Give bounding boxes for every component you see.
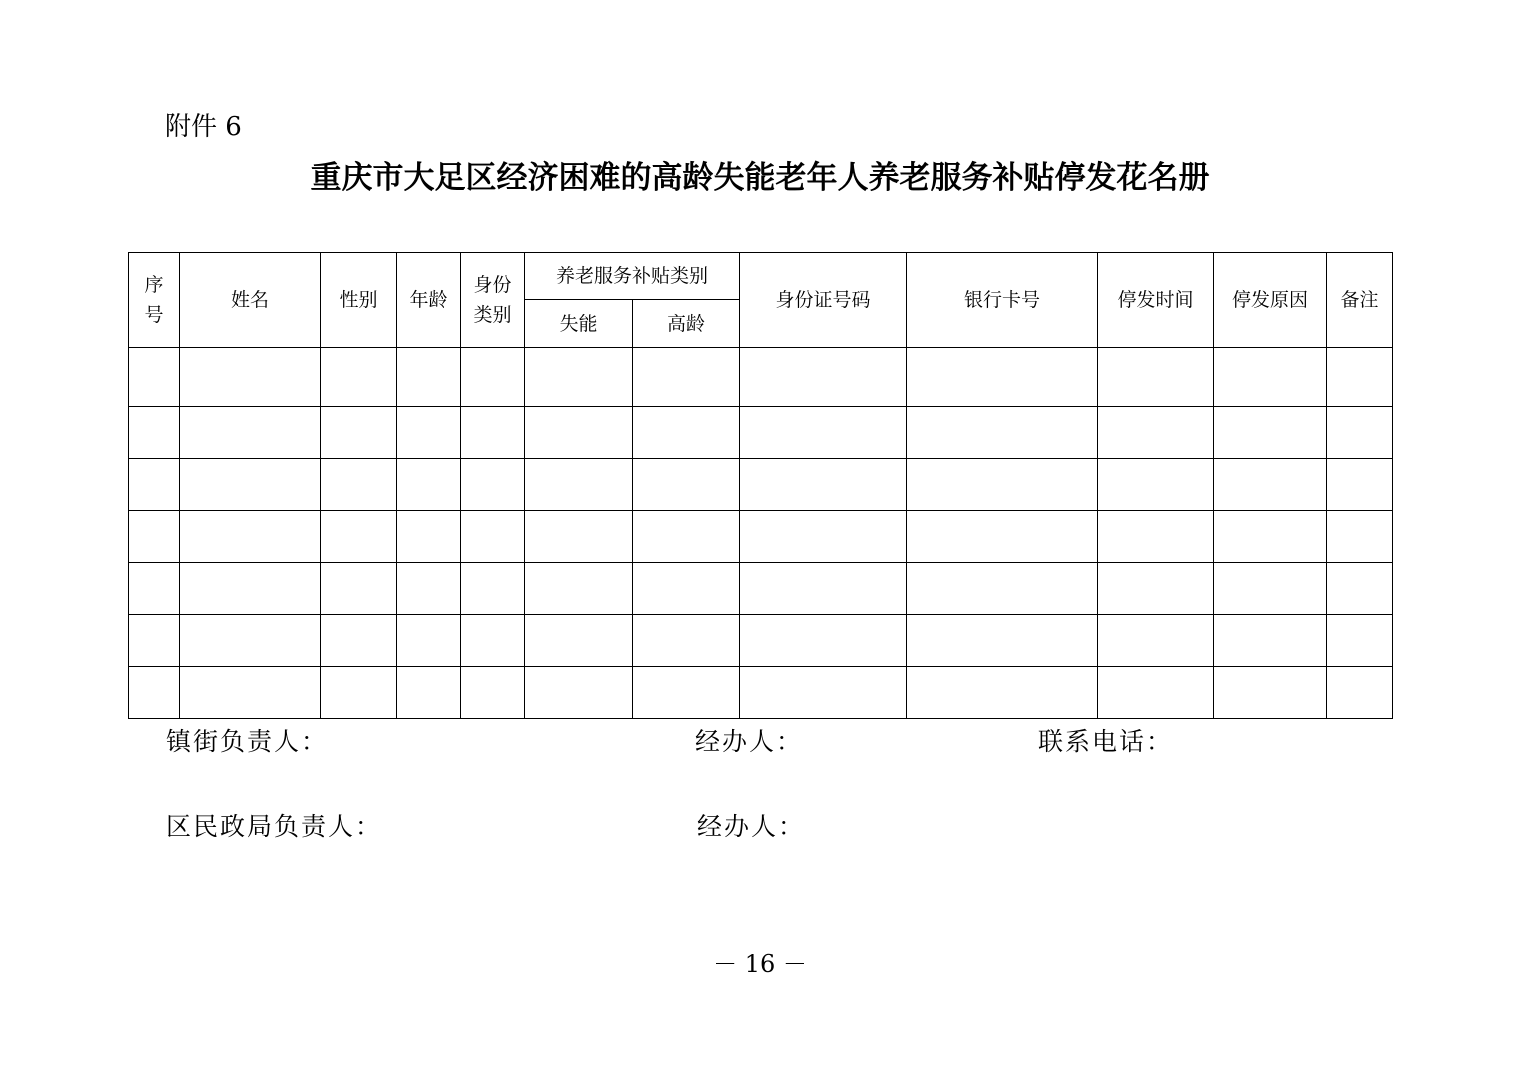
header-identity-line2: 类别 [473, 304, 512, 326]
table-cell [1327, 348, 1393, 407]
table-cell [525, 459, 633, 511]
header-identity-category [461, 253, 525, 348]
table-cell [1214, 563, 1327, 615]
table-cell [525, 615, 633, 667]
table-cell [1327, 615, 1393, 667]
table-cell [1098, 407, 1214, 459]
attachment-label: 附件 6 [165, 112, 242, 142]
header-elderly: 高龄 [633, 300, 740, 348]
table-cell [1214, 615, 1327, 667]
table-cell [397, 348, 461, 407]
table-cell [321, 667, 397, 719]
table-row [129, 563, 1393, 615]
roster-body [129, 348, 1393, 719]
table-cell [397, 459, 461, 511]
contact-phone-label: 联系电话： [1038, 727, 1174, 756]
table-cell [397, 667, 461, 719]
table-cell [1098, 615, 1214, 667]
table-cell [321, 407, 397, 459]
suspension-roster-table [128, 252, 1393, 719]
table-cell [1098, 511, 1214, 563]
header-stop-time: 停发时间 [1098, 253, 1214, 348]
table-cell [907, 348, 1098, 407]
table-cell [461, 348, 525, 407]
header-name: 姓名 [180, 253, 321, 348]
table-cell [1098, 563, 1214, 615]
table-cell [740, 407, 907, 459]
table-cell [907, 511, 1098, 563]
table-cell [525, 407, 633, 459]
header-remarks: 备注 [1327, 253, 1393, 348]
handler-label-1: 经办人： [695, 727, 804, 756]
header-gender: 性别 [321, 253, 397, 348]
table-cell [397, 563, 461, 615]
table-cell [321, 348, 397, 407]
table-cell [525, 563, 633, 615]
table-cell [129, 667, 180, 719]
table-cell [180, 615, 321, 667]
table-cell [129, 348, 180, 407]
table-cell [321, 563, 397, 615]
table-cell [907, 667, 1098, 719]
header-identity-line1: 身份 [473, 274, 512, 296]
header-disabled: 失能 [525, 300, 633, 348]
table-cell [740, 563, 907, 615]
table-cell [397, 615, 461, 667]
table-cell [461, 459, 525, 511]
table-cell [180, 563, 321, 615]
table-cell [129, 407, 180, 459]
table-cell [740, 348, 907, 407]
table-cell [180, 348, 321, 407]
table-cell [1214, 348, 1327, 407]
table-cell [397, 511, 461, 563]
table-cell [740, 511, 907, 563]
table-cell [1214, 407, 1327, 459]
table-cell [1327, 667, 1393, 719]
table-cell [1098, 667, 1214, 719]
table-row [129, 407, 1393, 459]
table-cell [461, 407, 525, 459]
town-head-label: 镇街负责人： [166, 727, 329, 756]
table-cell [321, 459, 397, 511]
table-cell [1327, 563, 1393, 615]
header-id-number: 身份证号码 [740, 253, 907, 348]
table-cell [180, 407, 321, 459]
table-cell [633, 667, 740, 719]
table-cell [633, 459, 740, 511]
table-cell [907, 407, 1098, 459]
table-cell [740, 459, 907, 511]
table-cell [1214, 511, 1327, 563]
table-cell [180, 667, 321, 719]
table-cell [740, 615, 907, 667]
table-cell [1327, 459, 1393, 511]
table-cell [1098, 459, 1214, 511]
table-cell [525, 667, 633, 719]
header-age: 年龄 [397, 253, 461, 348]
header-seq-line2: 号 [144, 304, 164, 326]
table-cell [633, 511, 740, 563]
table-cell [461, 615, 525, 667]
table-row [129, 459, 1393, 511]
table-cell [740, 667, 907, 719]
table-cell [129, 615, 180, 667]
table-cell [461, 563, 525, 615]
table-cell [907, 459, 1098, 511]
table-cell [633, 615, 740, 667]
header-seq [129, 253, 180, 348]
table-row [129, 348, 1393, 407]
table-cell [633, 407, 740, 459]
table-cell [129, 459, 180, 511]
table-cell [321, 615, 397, 667]
table-cell [1327, 511, 1393, 563]
table-cell [129, 563, 180, 615]
header-subsidy-type: 养老服务补贴类别 [525, 253, 740, 300]
table-row [129, 615, 1393, 667]
handler-label-2: 经办人： [697, 812, 806, 841]
table-cell [321, 511, 397, 563]
table-cell [180, 459, 321, 511]
table-cell [397, 407, 461, 459]
table-cell [1327, 407, 1393, 459]
header-bank-card: 银行卡号 [907, 253, 1098, 348]
page-number: － 16 － [713, 950, 807, 978]
table-cell [633, 348, 740, 407]
table-cell [907, 615, 1098, 667]
table-row [129, 511, 1393, 563]
header-seq-line1: 序 [144, 274, 164, 296]
table-cell [525, 348, 633, 407]
header-stop-reason: 停发原因 [1214, 253, 1327, 348]
table-cell [461, 511, 525, 563]
table-cell [1214, 459, 1327, 511]
table-cell [180, 511, 321, 563]
table-row [129, 667, 1393, 719]
table-cell [461, 667, 525, 719]
document-title: 重庆市大足区经济困难的高龄失能老年人养老服务补贴停发花名册 [310, 160, 1210, 196]
table-cell [525, 511, 633, 563]
bureau-head-label: 区民政局负责人： [166, 812, 383, 841]
table-cell [907, 563, 1098, 615]
table-cell [633, 563, 740, 615]
table-cell [129, 511, 180, 563]
table-cell [1098, 348, 1214, 407]
table-cell [1214, 667, 1327, 719]
